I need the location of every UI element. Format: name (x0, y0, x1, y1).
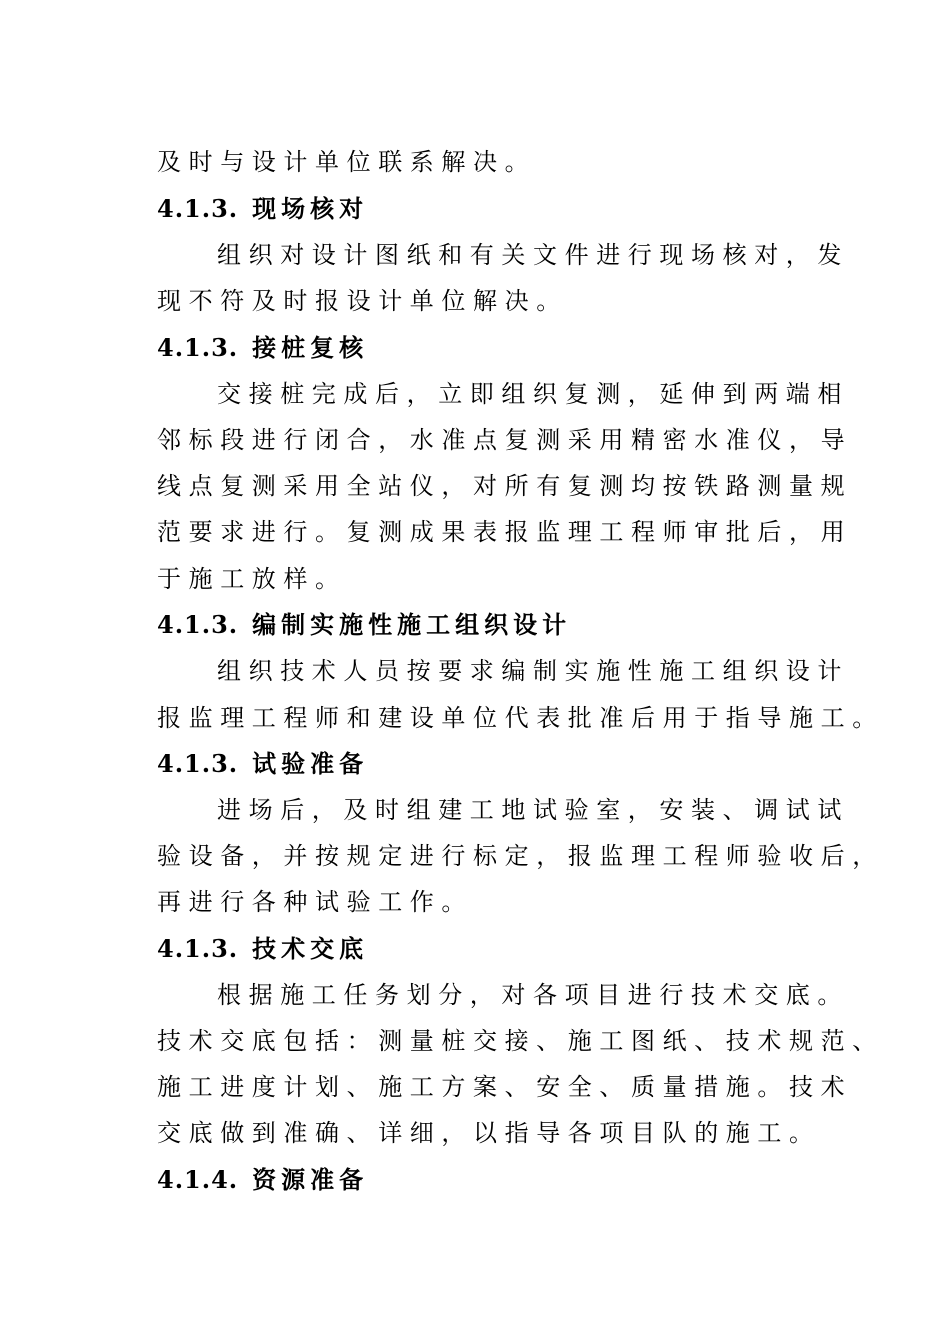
section-title: 现场核对 (252, 194, 369, 223)
body-line: 线点复测采用全站仪，对所有复测均按铁路测量规 (157, 472, 853, 500)
section-heading (157, 1165, 368, 1195)
section-title: 接桩复核 (252, 333, 369, 362)
body-line: 报监理工程师和建设单位代表批准后用于指导施工。 (157, 704, 884, 732)
section-number: 4.1.4. (157, 1165, 239, 1194)
section-number: 4.1.3. (157, 610, 239, 639)
body-line: 邻标段进行闭合，水准点复测采用精密水准仪，导 (157, 426, 853, 454)
section-number: 4.1.3. (157, 333, 239, 362)
section-heading (157, 934, 368, 964)
section-number: 4.1.3. (157, 934, 239, 963)
body-line: 及时与设计单位联系解决。 (157, 148, 537, 176)
body-line: 验设备，并按规定进行标定，报监理工程师验收后， (157, 842, 884, 870)
section-heading (157, 749, 368, 779)
body-line: 于施工放样。 (157, 565, 347, 593)
body-line: 进场后，及时组建工地试验室，安装、调试试 (217, 796, 849, 824)
body-line: 交接桩完成后，立即组织复测，延伸到两端相 (217, 380, 849, 408)
section-heading (157, 194, 368, 224)
section-heading (157, 610, 571, 640)
section-title: 编制实施性施工组织设计 (252, 610, 572, 639)
section-title: 试验准备 (252, 749, 369, 778)
body-line: 交底做到准确、详细，以指导各项目队的施工。 (157, 1119, 821, 1147)
section-title: 资源准备 (252, 1165, 369, 1194)
body-line: 范要求进行。复测成果表报监理工程师审批后，用 (157, 518, 853, 546)
section-number: 4.1.3. (157, 194, 239, 223)
section-title: 技术交底 (252, 934, 369, 963)
section-heading (157, 333, 368, 363)
body-line: 再进行各种试验工作。 (157, 888, 473, 916)
body-line: 施工进度计划、施工方案、安全、质量措施。技术 (157, 1073, 853, 1101)
body-line: 组织技术人员按要求编制实施性施工组织设计 (217, 657, 849, 685)
body-line: 技术交底包括：测量桩交接、施工图纸、技术规范、 (157, 1027, 884, 1055)
body-line: 组织对设计图纸和有关文件进行现场核对，发 (217, 241, 849, 269)
body-line: 根据施工任务划分，对各项目进行技术交底。 (217, 981, 849, 1009)
section-number: 4.1.3. (157, 749, 239, 778)
body-line: 现不符及时报设计单位解决。 (157, 287, 568, 315)
